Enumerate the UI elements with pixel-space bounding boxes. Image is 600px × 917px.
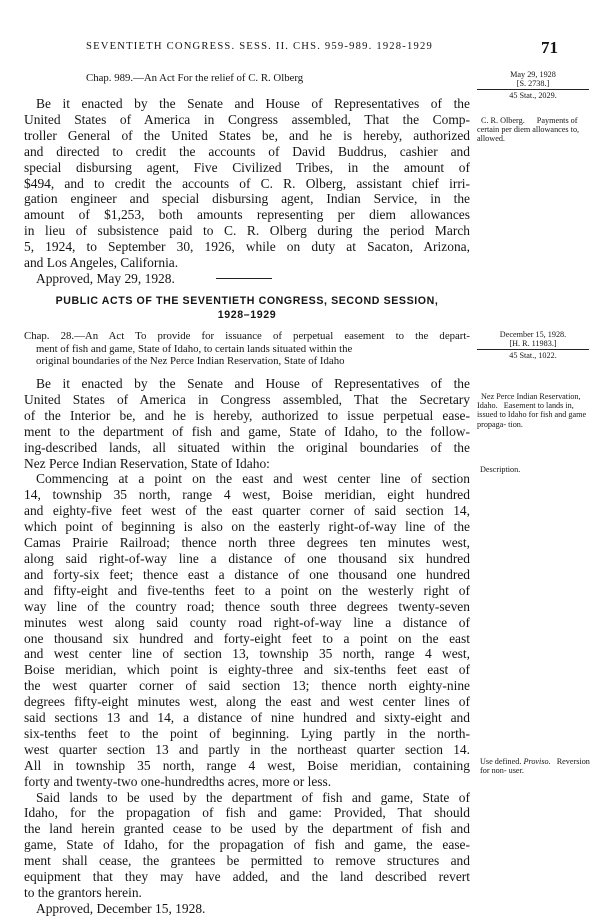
act-28-use-line: ment shall cease, the grantees be permitted to remove structures and xyxy=(24,853,470,869)
act-989-note-title: C. R. Olberg. xyxy=(481,116,525,125)
reversion-note: Reversion for non- xyxy=(480,757,590,776)
act-989-line: troller General of the United States be, and he is hereby, authorized xyxy=(24,127,470,143)
act-28-description-line: Camas Prairie Railroad; thence north three degrees ten minutes west, xyxy=(24,535,470,551)
act-989-note-line: per diem allowances to, xyxy=(501,125,580,135)
act-28-enact-line: ing-described lands, all situated within the original boundaries of the xyxy=(24,439,470,455)
act-28-description-line: minutes west along said county road right-of-way line a distance of xyxy=(24,614,470,630)
act-28-title-line: Chap. 28.—An Act To provide for issuance of perpetual easement to the depart- xyxy=(24,330,470,342)
act-28-description-line: which point of beginning is also on the easterly right-of-way line of the xyxy=(24,519,470,535)
act-989-line: 5, 1924, to September 30, 1926, while on duty at Sacaton, Arizona, xyxy=(24,239,470,255)
act-28-note-line: fish and game propaga- xyxy=(477,410,587,429)
section-title-line: PUBLIC ACTS OF THE SEVENTIETH CONGRESS, SECOND SESSION, xyxy=(55,295,439,307)
act-989-line: special disbursing agent, Five Civilized Tribes, in the amount of xyxy=(24,159,470,175)
act-28-description-line: and west center line of section 13, township 35 north, range 4 west, xyxy=(24,646,470,662)
act-28-description-line: and eighty-five feet west of the east quarter corner of said section 14, xyxy=(24,503,470,519)
act-28-use-line: Said lands to be used by the department of fish and game, State of xyxy=(36,789,470,805)
act-28-description-line: way line of the country road; thence south three degrees twenty-seven xyxy=(24,598,470,614)
act-28-note-line: tion. xyxy=(508,419,523,429)
sidenote-rule xyxy=(477,349,589,350)
act-28-description-line: 14, township 35 north, range 4 west, Boise meridian, eight hundred xyxy=(24,487,470,503)
act-28-enact-line: Nez Perce Indian Reservation, State of Idaho: xyxy=(24,455,270,471)
act-28-description-line: along said right-of-way line a distance of one thousand six hundred xyxy=(24,550,470,566)
running-head: SEVENTIETH CONGRESS. SESS. II. CHS. 959-989. 1928-1929 xyxy=(86,41,434,52)
act-989-sidenote xyxy=(477,70,589,101)
act-28-margin-note xyxy=(477,392,589,429)
act-28-enact-line: of the Interior be, and he is hereby, authorized to issue perpetual ease- xyxy=(24,407,470,423)
act-28-description-line: west quarter section 13 and partly in the northeast quarter section 14. xyxy=(24,741,470,757)
act-989-note-line: allowed. xyxy=(477,134,505,144)
act-989-margin-note xyxy=(477,116,589,144)
act-989-date: May 29, 1928 xyxy=(510,70,556,79)
running-header xyxy=(86,38,566,58)
act-28-sidenote xyxy=(477,330,589,361)
act-28-title xyxy=(24,330,470,368)
act-28-date: December 15, 1928. xyxy=(499,330,567,339)
act-989-approved: Approved, May 29, 1928. xyxy=(36,270,175,286)
act-28-enact-line: Be it enacted by the Senate and House of Representatives of the xyxy=(36,376,470,391)
act-989-note-line: Payments of certain xyxy=(477,116,578,135)
act-28-enact-line: ment to the department of fish and game, State of Idaho, to the follow- xyxy=(24,423,470,439)
act-28-use-line: Idaho, for the propagation of fish and game: Provided, That should xyxy=(24,805,470,821)
act-28-note-line: in, issued to Idaho for xyxy=(477,401,574,420)
act-989-line: amount of $1,253, both amounts representing per diem allowances xyxy=(24,207,470,223)
act-28-bill: [H. R. 11983.] xyxy=(509,339,557,349)
act-989-line: in lieu of subsistence paid to C. R. Olberg during the period March xyxy=(24,223,470,239)
act-28-use-line: game, State of Idaho, for the propagation of fish and game, the ease- xyxy=(24,837,470,853)
use-margin-note xyxy=(480,757,592,775)
act-28-title-line: ment of fish and game, State of Idaho, to certain lands situated within the xyxy=(36,342,353,355)
act-28-description-line: degrees fifty-eight minutes west, along the east and west center lines of xyxy=(24,694,470,710)
act-989-body xyxy=(24,96,470,287)
act-28-description-line: one thousand six hundred and forty-eight feet to a point on the east xyxy=(24,630,470,646)
section-divider xyxy=(216,278,272,279)
act-28-note-line: Easement to lands xyxy=(503,401,564,411)
act-28-description-line: said sections 13 and 14, a distance of nine hundred and sixty-eight and xyxy=(24,710,470,726)
act-989-line: gation engineer and special disbursing agent, Indian Service, in the xyxy=(24,191,470,207)
act-989-line: and directed to credit the accounts of David Buddrus, cashier and xyxy=(24,143,470,159)
act-28-body xyxy=(24,376,470,917)
section-title xyxy=(24,294,470,322)
act-28-description-line: and fifty-eight and five-tenths feet to a point on the westerly right of xyxy=(24,582,470,598)
act-28-title-line: original boundaries of the Nez Perce Indian Reservation, State of Idaho xyxy=(36,355,345,367)
act-28-description-line: and forty-six feet; thence east a distance of one thousand one hundred xyxy=(24,566,470,582)
reversion-note: user. xyxy=(508,766,524,776)
act-28-description-line: the west quarter corner of said section 13; thence north eighty-nine xyxy=(24,678,470,694)
act-989-title-text: Chap. 989.—An Act For the relief of C. R. Olberg xyxy=(86,72,304,84)
act-28-stat: 45 Stat., 1022. xyxy=(509,351,557,361)
use-defined-note: Use defined. xyxy=(480,757,522,766)
act-989-title xyxy=(86,72,386,85)
act-989-line: Be it enacted by the Senate and House of Representatives of the xyxy=(36,96,470,111)
act-989-line: $494, and to credit the accounts of C. R. Olberg, assistant chief irri- xyxy=(24,175,470,191)
act-28-use-line: equipment that they may have added, and the land described revert xyxy=(24,869,470,885)
act-28-description-line: Commencing at a point on the east and west center line of section xyxy=(36,471,470,487)
description-note: Description. xyxy=(480,465,521,474)
act-28-description-line: All in township 35 north, range 4 west, Boise meridian, containing xyxy=(24,757,470,773)
act-989-bill: [S. 2738.] xyxy=(516,79,550,89)
act-28-use-line: to the grantors herein. xyxy=(24,885,142,900)
act-989-line: United States of America in Congress assembled, That the Comp- xyxy=(24,111,470,127)
act-28-enact-line: United States of America in Congress assembled, That the Secretary xyxy=(24,391,470,407)
act-28-description-line: forty and twenty-two one-hundredths acres, more or less. xyxy=(24,773,332,789)
act-28-note-line: Reservation, Idaho. xyxy=(477,392,581,411)
proviso-note: Proviso. xyxy=(523,757,551,766)
sidenote-rule xyxy=(477,89,589,90)
act-28-use-line: the land herein granted cease to be used by the department of fish and xyxy=(24,821,470,837)
act-28-note-title: Nez Perce Indian xyxy=(481,392,538,401)
act-989-stat: 45 Stat., 2029. xyxy=(509,91,557,101)
act-28-description-line: Boise meridian, which point is eighty-three and six-tenths feet east of xyxy=(24,662,470,678)
act-989-line: and Los Angeles, California. xyxy=(24,255,179,271)
act-28-description-line: six-tenths feet to the point of beginning. Lying partly in the north- xyxy=(24,725,470,741)
page-number: 71 xyxy=(541,38,558,57)
section-title-years: 1928–1929 xyxy=(217,309,277,321)
act-28-approved: Approved, December 15, 1928. xyxy=(36,900,206,916)
